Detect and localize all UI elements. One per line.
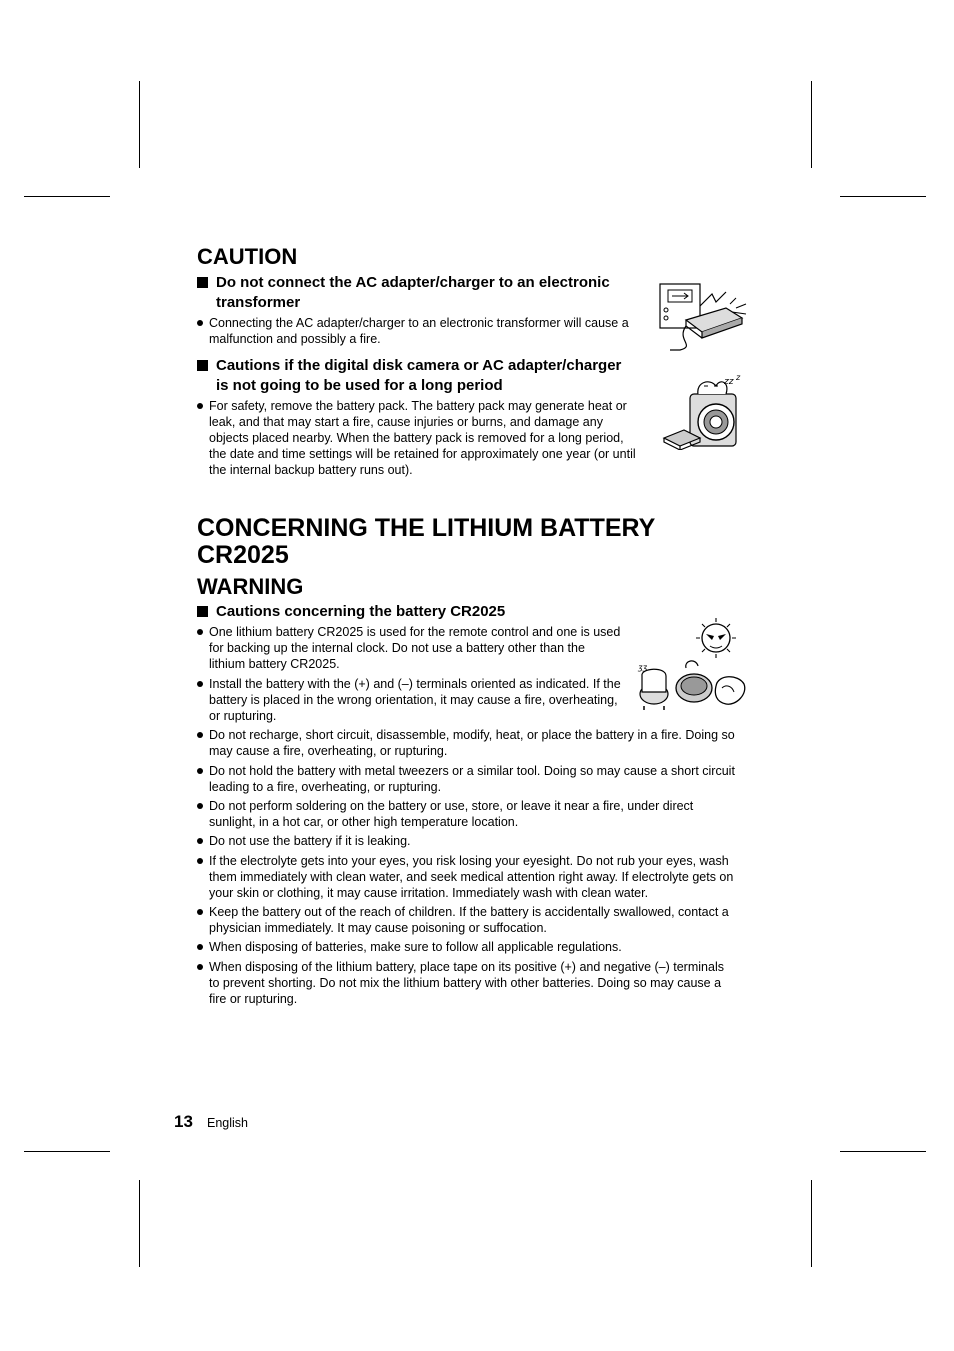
bullet-dot-icon xyxy=(197,944,203,950)
bullet-line: physician immediately. It may cause poisoning or suffocation. xyxy=(209,921,547,935)
section1-title-line: Do not connect the AC adapter/charger to an electronic xyxy=(216,274,610,291)
crop-mark-top-left-vertical xyxy=(139,81,140,168)
bullet-line: the date and time settings will be retained for approximately one year (or until xyxy=(209,447,636,461)
bullet-line: fire or rupturing. xyxy=(209,992,298,1006)
lithium-battery-title xyxy=(197,515,757,569)
section1-title-line: transformer xyxy=(216,294,301,311)
section2-title-line: Cautions if the digital disk camera or AC adapter/charger xyxy=(216,357,622,374)
bullet-line: If the electrolyte gets into your eyes, you risk losing your eyesight. Do not rub your eyes, wash xyxy=(209,854,729,868)
lithium-bullet xyxy=(197,798,693,830)
bullet-line: leak, and that may start a fire, cause injuries or burns, and damage any xyxy=(209,415,603,429)
bullet-line: One lithium battery CR2025 is used for the remote control and one is used xyxy=(209,625,621,639)
bullet-dot-icon xyxy=(197,403,203,409)
crop-mark-top-right-vertical xyxy=(811,81,812,168)
caution-section1-title xyxy=(197,273,610,313)
warning-heading: WARNING xyxy=(197,574,304,599)
crop-mark-bottom-left-horizontal xyxy=(24,1151,110,1152)
lithium-bullet xyxy=(197,939,622,955)
bullet-line: Do not perform soldering on the battery or use, store, or leave it near a fire, under direct xyxy=(209,799,694,813)
bullet-line: Do not use the battery if it is leaking. xyxy=(209,834,411,848)
svg-text:ʒʒ: ʒʒ xyxy=(638,663,648,672)
bullet-line: When disposing of the lithium battery, place tape on its positive (+) and negative (–) terminals xyxy=(209,960,724,974)
svg-text:zz: zz xyxy=(724,377,734,387)
bullet-line: may cause a fire, overheating, or rupturing. xyxy=(209,744,448,758)
bullet-line: malfunction and possibly a fire. xyxy=(209,332,381,346)
svg-text:z: z xyxy=(736,373,741,382)
lithium-bullet xyxy=(197,763,735,795)
bullet-dot-icon xyxy=(197,768,203,774)
bullet-dot-icon xyxy=(197,803,203,809)
bullet-line: Connecting the AC adapter/charger to an electronic transformer will cause a xyxy=(209,316,629,330)
caution-section2-bullet xyxy=(197,398,636,478)
bullet-line: Do not recharge, short circuit, disassemble, modify, heat, or place the battery in a fire. Doing so xyxy=(209,728,735,742)
bullet-line: battery is placed in the wrong orientation, it may cause a fire, overheating, xyxy=(209,693,618,707)
bullet-dot-icon xyxy=(197,964,203,970)
title-line: CR2025 xyxy=(197,541,289,569)
bullet-line: Do not hold the battery with metal tweezers or a similar tool. Doing so may cause a short circuit xyxy=(209,764,735,778)
lithium-bullet xyxy=(197,676,621,724)
lithium-bullet xyxy=(197,853,733,901)
bullet-line: Keep the battery out of the reach of children. If the battery is accidentally swallowed, contact a xyxy=(209,905,729,919)
bullet-line: objects placed nearby. When the battery pack is removed for a long period, xyxy=(209,431,624,445)
caution-heading: CAUTION xyxy=(197,244,298,269)
bullet-dot-icon xyxy=(197,838,203,844)
cr2025-subsection-title xyxy=(197,602,505,622)
bullet-line: For safety, remove the battery pack. The battery pack may generate heat or xyxy=(209,399,627,413)
adapter-transformer-illustration xyxy=(656,280,750,354)
bullet-line: When disposing of batteries, make sure to follow all applicable regulations. xyxy=(209,940,622,954)
lithium-bullet xyxy=(197,904,729,936)
bullet-line: your skin or clothing, it may cause irritation. Immediately wash with clean water. xyxy=(209,886,649,900)
title-line: CONCERNING THE LITHIUM BATTERY xyxy=(197,514,656,542)
bullet-dot-icon xyxy=(197,732,203,738)
sleeping-camera-illustration xyxy=(660,372,750,450)
caution-section1-bullet xyxy=(197,315,629,347)
bullet-dot-icon xyxy=(197,858,203,864)
bullet-line: them immediately with clean water, and seek medical attention right away. If electrolyte gets on xyxy=(209,870,734,884)
bullet-line: for backing up the internal clock. Do not use a battery other than the xyxy=(209,641,585,655)
bullet-line: sunlight, in a hot car, or other high temperature location. xyxy=(209,815,519,829)
square-bullet-icon xyxy=(197,360,208,371)
caution-section2-title xyxy=(197,356,621,396)
crop-mark-bottom-right-vertical xyxy=(811,1180,812,1267)
bullet-dot-icon xyxy=(197,681,203,687)
lithium-bullet xyxy=(197,833,411,849)
square-bullet-icon xyxy=(197,277,208,288)
footer-language: English xyxy=(207,1116,248,1130)
crop-mark-top-left-horizontal xyxy=(24,196,110,197)
bullet-line: Install the battery with the (+) and (–) terminals oriented as indicated. If the xyxy=(209,677,621,691)
lithium-bullet xyxy=(197,624,620,672)
bullet-line: the internal backup battery runs out). xyxy=(209,463,413,477)
crop-mark-top-right-horizontal xyxy=(840,196,926,197)
bullet-dot-icon xyxy=(197,320,203,326)
bullet-line: lithium battery CR2025. xyxy=(209,657,340,671)
bullet-dot-icon xyxy=(197,629,203,635)
crop-mark-bottom-left-vertical xyxy=(139,1180,140,1267)
bullet-line: leading to a fire, overheating, or rupturing. xyxy=(209,780,442,794)
square-bullet-icon xyxy=(197,606,208,617)
lithium-bullet xyxy=(197,727,735,759)
sun-battery-illustration xyxy=(636,614,750,712)
page-number: 13 xyxy=(174,1112,193,1131)
crop-mark-bottom-right-horizontal xyxy=(840,1151,926,1152)
section2-title-line: is not going to be used for a long period xyxy=(216,377,503,394)
bullet-dot-icon xyxy=(197,909,203,915)
subsection-title-text: Cautions concerning the battery CR2025 xyxy=(216,603,506,620)
bullet-line: or rupturing. xyxy=(209,709,277,723)
bullet-line: to prevent shorting. Do not mix the lithium battery with other batteries. Doing so may cause a xyxy=(209,976,722,990)
lithium-bullet xyxy=(197,959,724,1007)
